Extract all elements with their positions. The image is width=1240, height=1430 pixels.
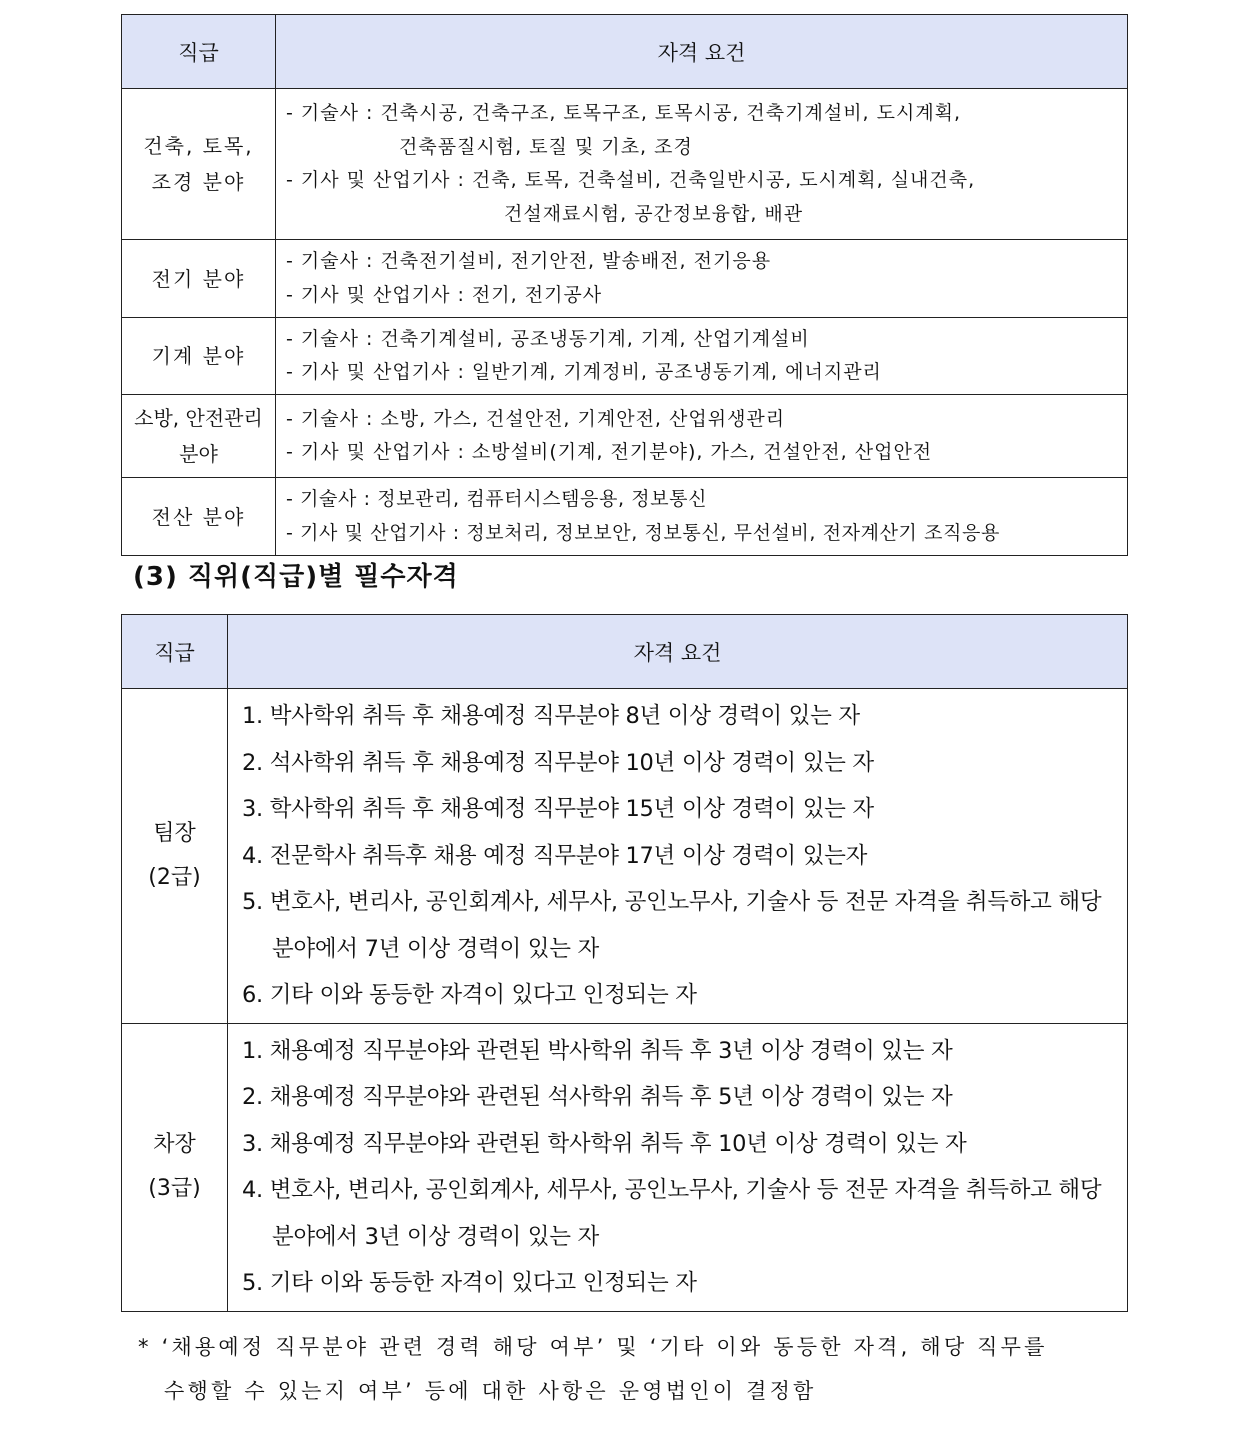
grade-cell — [122, 689, 228, 1024]
list-item-continuation: 분야에서 3년 이상 경력이 있는 자 — [272, 1223, 599, 1250]
list-item: 4. 변호사, 변리사, 공인회계사, 세무사, 공인노무사, 기술사 등 전문 자격을 취득하고 해당 — [242, 1177, 1102, 1203]
category-cell: 건축, 토목, 조경 분야 — [122, 89, 276, 240]
grade-cell — [122, 1023, 228, 1311]
requirements-cell: - 기술사 : 건축시공, 건축구조, 토목구조, 토목시공, 건축기계설비, 도시계획, 건축품질시험, 토질 및 기초, 조경 - 기사 및 산업기사 : 건축, 토목, 건축설비, 건축일반시공, 도시계획, 실내건축, 건설재료시험, 공간정보융합, 배관 — [276, 89, 1128, 240]
requirements-cell — [228, 689, 1128, 1024]
table-row — [122, 240, 1128, 318]
list-item: 3. 채용예정 직무분야와 관련된 학사학위 취득 후 10년 이상 경력이 있는 자 — [242, 1130, 967, 1157]
list-item: 6. 기타 이와 동등한 자격이 있다고 인정되는 자 — [242, 982, 697, 1008]
position-qualification-table — [121, 614, 1128, 1312]
list-item: 5. 기타 이와 동등한 자격이 있다고 인정되는 자 — [242, 1270, 697, 1296]
list-item: 2. 석사학위 취득 후 채용예정 직무분야 10년 이상 경력이 있는 자 — [242, 749, 874, 776]
category-cell: 기계 분야 — [122, 318, 276, 395]
table-row — [122, 1023, 1128, 1311]
requirements-cell: - 기술사 : 건축기계설비, 공조냉동기계, 기계, 산업기계설비 - 기사 및 산업기사 : 일반기계, 기계정비, 공조냉동기계, 에너지관리 — [276, 318, 1128, 395]
grade-title: 차장 — [153, 1132, 196, 1157]
header-grade: 직급 — [122, 615, 228, 689]
table-row — [122, 89, 1128, 240]
table-row — [122, 689, 1128, 1024]
category-cell: 소방, 안전관리 분야 — [122, 395, 276, 478]
requirements-cell: - 기술사 : 정보관리, 컴퓨터시스템응용, 정보통신 - 기사 및 산업기사 : 정보처리, 정보보안, 정보통신, 무선설비, 전자계산기 조직응용 — [276, 478, 1128, 556]
category-cell: 전산 분야 — [122, 478, 276, 556]
grade-level: (2급) — [148, 864, 201, 890]
requirements-cell — [228, 1023, 1128, 1311]
list-item: 2. 채용예정 직무분야와 관련된 석사학위 취득 후 5년 이상 경력이 있는 자 — [242, 1084, 953, 1110]
requirements-cell: - 기술사 : 소방, 가스, 건설안전, 기계안전, 산업위생관리 - 기사 및 산업기사 : 소방설비(기계, 전기분야), 가스, 건설안전, 산업안전 — [276, 395, 1128, 478]
table-row — [122, 395, 1128, 478]
grade-title: 팀장 — [153, 820, 196, 846]
footnote — [138, 1325, 1128, 1413]
footnote-line-1: * ‘채용예정 직무분야 관련 경력 해당 여부’ 및 ‘기타 이와 동등한 자격, 해당 직무를 — [138, 1335, 1048, 1359]
table-row — [122, 478, 1128, 556]
list-item: 3. 학사학위 취득 후 채용예정 직무분야 15년 이상 경력이 있는 자 — [242, 796, 874, 822]
category-cell: 전기 분야 — [122, 240, 276, 318]
table-row — [122, 318, 1128, 395]
list-item: 1. 박사학위 취득 후 채용예정 직무분야 8년 이상 경력이 있는 자 — [242, 703, 860, 729]
list-item: 4. 전문학사 취득후 채용 예정 직무분야 17년 이상 경력이 있는자 — [242, 842, 868, 869]
field-qualification-table — [121, 14, 1128, 556]
grade-level: (3급) — [148, 1176, 201, 1201]
header-requirements: 자격 요건 — [276, 15, 1128, 89]
section-heading: (3) 직위(직급)별 필수자격 — [133, 562, 459, 592]
header-grade: 직급 — [122, 15, 276, 89]
list-item: 5. 변호사, 변리사, 공인회계사, 세무사, 공인노무사, 기술사 등 전문 자격을 취득하고 해당 — [242, 889, 1102, 915]
header-requirements: 자격 요건 — [228, 615, 1128, 689]
footnote-line-2: 수행할 수 있는지 여부’ 등에 대한 사항은 운영법인이 결정함 — [164, 1379, 817, 1403]
list-item-continuation: 분야에서 7년 이상 경력이 있는 자 — [272, 935, 599, 962]
requirements-cell: - 기술사 : 건축전기설비, 전기안전, 발송배전, 전기응용 - 기사 및 산업기사 : 전기, 전기공사 — [276, 240, 1128, 318]
list-item: 1. 채용예정 직무분야와 관련된 박사학위 취득 후 3년 이상 경력이 있는 자 — [242, 1037, 953, 1064]
